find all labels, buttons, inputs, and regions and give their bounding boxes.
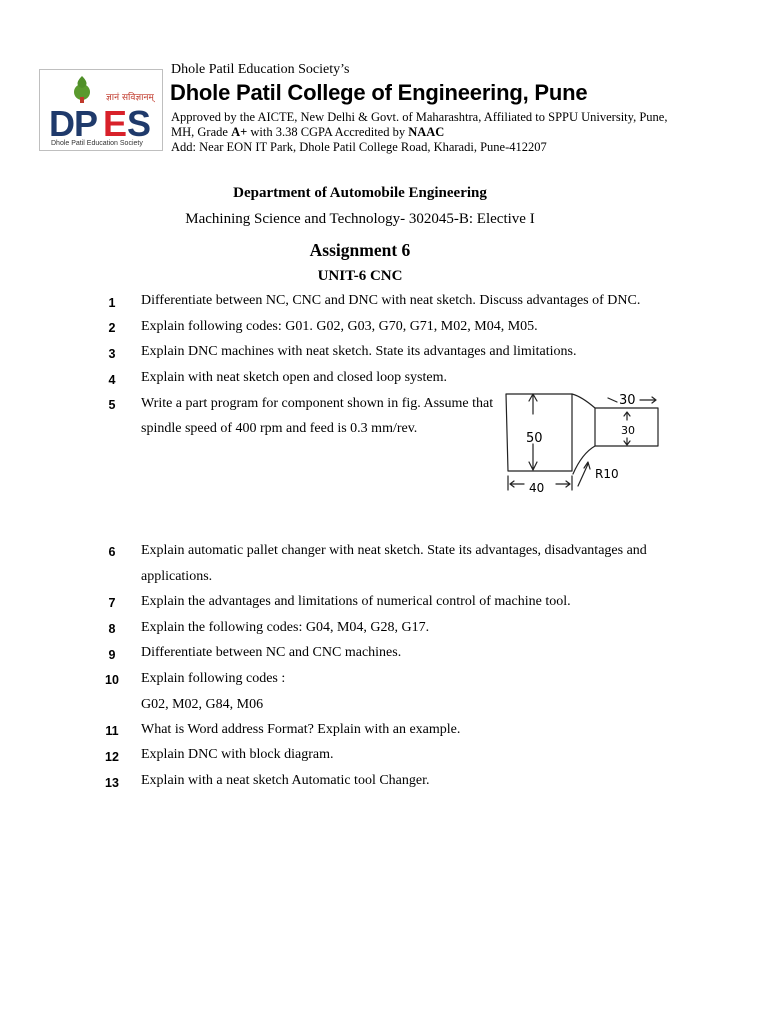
question-number: 9 bbox=[108, 648, 116, 662]
question-number: 8 bbox=[108, 622, 116, 636]
question-text: Explain automatic pallet changer with neat sketch. State its advantages, disadvantages and bbox=[141, 543, 647, 558]
question-text-continued: spindle speed of 400 rpm and feed is 0.3 mm/rev. bbox=[141, 421, 418, 436]
question-number: 13 bbox=[105, 776, 119, 790]
dim-radius-label: R10 bbox=[595, 467, 619, 481]
approval-line-1: Approved by the AICTE, New Delhi & Govt. of Maharashtra, Affiliated to SPPU University, Pune, bbox=[171, 110, 668, 124]
question-number: 4 bbox=[108, 373, 116, 387]
question-number: 2 bbox=[108, 321, 116, 335]
department-title: Department of Automobile Engineering bbox=[233, 185, 487, 201]
svg-text:S: S bbox=[127, 103, 152, 144]
question-text: Explain with neat sketch open and closed loop system. bbox=[141, 370, 447, 385]
logo-devanagari: ज्ञानं सविज्ञानम् bbox=[106, 93, 154, 103]
tree-logo-icon bbox=[74, 76, 90, 103]
logo-caption: Dhole Patil Education Society bbox=[51, 140, 143, 147]
dim-length-label: 40 bbox=[529, 481, 545, 495]
course-title: Machining Science and Technology- 302045-B: Elective I bbox=[185, 211, 535, 227]
part-outline-small-step bbox=[572, 394, 658, 474]
assignment-title: Assignment 6 bbox=[309, 240, 411, 260]
dimension-arrow-down-icon bbox=[529, 444, 537, 470]
question-text: Explain following codes : bbox=[141, 671, 286, 686]
question-number: 10 bbox=[105, 673, 119, 687]
accreditor: NAAC bbox=[408, 125, 445, 139]
question-number: 12 bbox=[105, 750, 119, 764]
dim-step-length-label: 30 bbox=[619, 393, 636, 408]
question-text: Explain the following codes: G04, M04, G28, G17. bbox=[141, 620, 430, 635]
svg-text:E: E bbox=[103, 103, 128, 144]
question-text: Explain with a neat sketch Automatic tool Changer. bbox=[141, 773, 430, 788]
college-address: Add: Near EON IT Park, Dhole Patil College Road, Kharadi, Pune-412207 bbox=[171, 140, 547, 154]
dim-step-diameter-label: 30 bbox=[621, 424, 635, 437]
question-text: Differentiate between NC and CNC machines. bbox=[141, 645, 402, 660]
question-text: Explain DNC machines with neat sketch. State its advantages and limitations. bbox=[141, 344, 577, 359]
question-text: Write a part program for component shown in fig. Assume that bbox=[141, 396, 494, 411]
college-logo bbox=[39, 69, 163, 151]
approval-line-2: MH, Grade A+ with 3.38 CGPA Accredited by NAAC bbox=[171, 125, 445, 139]
society-name: Dhole Patil Education Society’s bbox=[171, 62, 350, 77]
question-number: 1 bbox=[108, 296, 116, 310]
question-text: Explain the advantages and limitations of numerical control of machine tool. bbox=[141, 594, 571, 609]
question-number: 5 bbox=[108, 398, 116, 412]
dimension-arrow-up-icon bbox=[529, 394, 537, 414]
question-text: Explain DNC with block diagram. bbox=[141, 747, 334, 762]
unit-title: UNIT-6 CNC bbox=[317, 268, 403, 284]
question-number: 6 bbox=[108, 545, 116, 559]
grade: A+ bbox=[231, 125, 248, 139]
question-number: 11 bbox=[105, 724, 119, 738]
question-text: Explain following codes: G01. G02, G03, G70, G71, M02, M04, M05. bbox=[141, 319, 538, 334]
question-text-continued: G02, M02, G84, M06 bbox=[141, 697, 264, 712]
college-name: Dhole Patil College of Engineering, Pune bbox=[170, 80, 588, 105]
question-text: Differentiate between NC, CNC and DNC with neat sketch. Discuss advantages of DNC. bbox=[141, 293, 641, 308]
dim-height-label: 50 bbox=[526, 431, 543, 446]
question-number: 3 bbox=[108, 347, 116, 361]
radius-arrow-icon bbox=[578, 462, 590, 486]
part-drawing bbox=[500, 386, 664, 496]
svg-text:DP: DP bbox=[49, 103, 98, 144]
question-text-continued: applications. bbox=[141, 569, 213, 584]
question-number: 7 bbox=[108, 596, 116, 610]
question-text: What is Word address Format? Explain with an example. bbox=[141, 722, 461, 737]
